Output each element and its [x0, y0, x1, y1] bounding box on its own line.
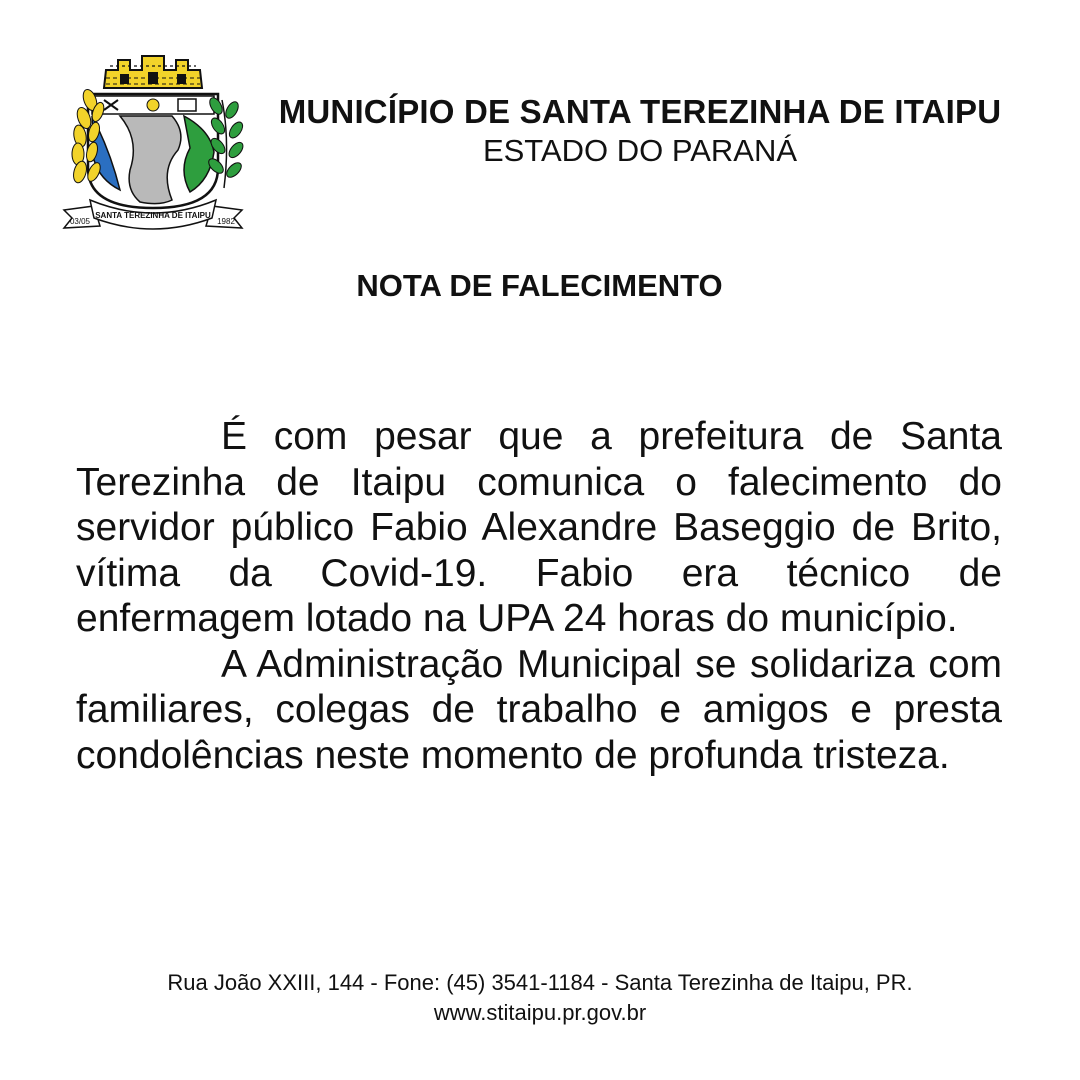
crest-date-right: 1982: [217, 217, 235, 226]
letterhead: [250, 92, 1030, 170]
body-paragraph-1: É com pesar que a prefeitura de Santa Terezinha de Itaipu comunica o falecimento do servidor público Fabio Alexandre Baseggio de Brito, vítima da Covid-19. Fabio era técnico de enfermagem lotado na UPA 24 horas do município.: [76, 415, 1002, 640]
municipal-crest: [60, 40, 246, 232]
notice-title-text: NOTA DE FALECIMENTO: [356, 268, 723, 303]
crest-ribbon-text: SANTA TEREZINHA DE ITAIPU: [95, 211, 211, 220]
footer-address: Rua João XXIII, 144 - Fone: (45) 3541-1184 - Santa Terezinha de Itaipu, PR.: [167, 970, 913, 995]
body-paragraph-2: A Administração Municipal se solidariza com familiares, colegas de trabalho e amigos e presta condolências neste momento de profunda tristeza.: [76, 642, 1002, 777]
crown-icon: [104, 56, 202, 88]
footer: [0, 968, 1080, 1028]
notice-title: [0, 266, 1080, 306]
footer-website: www.stitaipu.pr.gov.br: [433, 1000, 647, 1025]
shield-icon: [88, 94, 218, 208]
municipality-name: MUNICÍPIO DE SANTA TEREZINHA DE ITAIPU: [278, 93, 1002, 130]
notice-body: [76, 414, 1002, 778]
state-name: ESTADO DO PARANÁ: [482, 133, 798, 168]
crest-date-left: 03/05: [69, 217, 91, 226]
